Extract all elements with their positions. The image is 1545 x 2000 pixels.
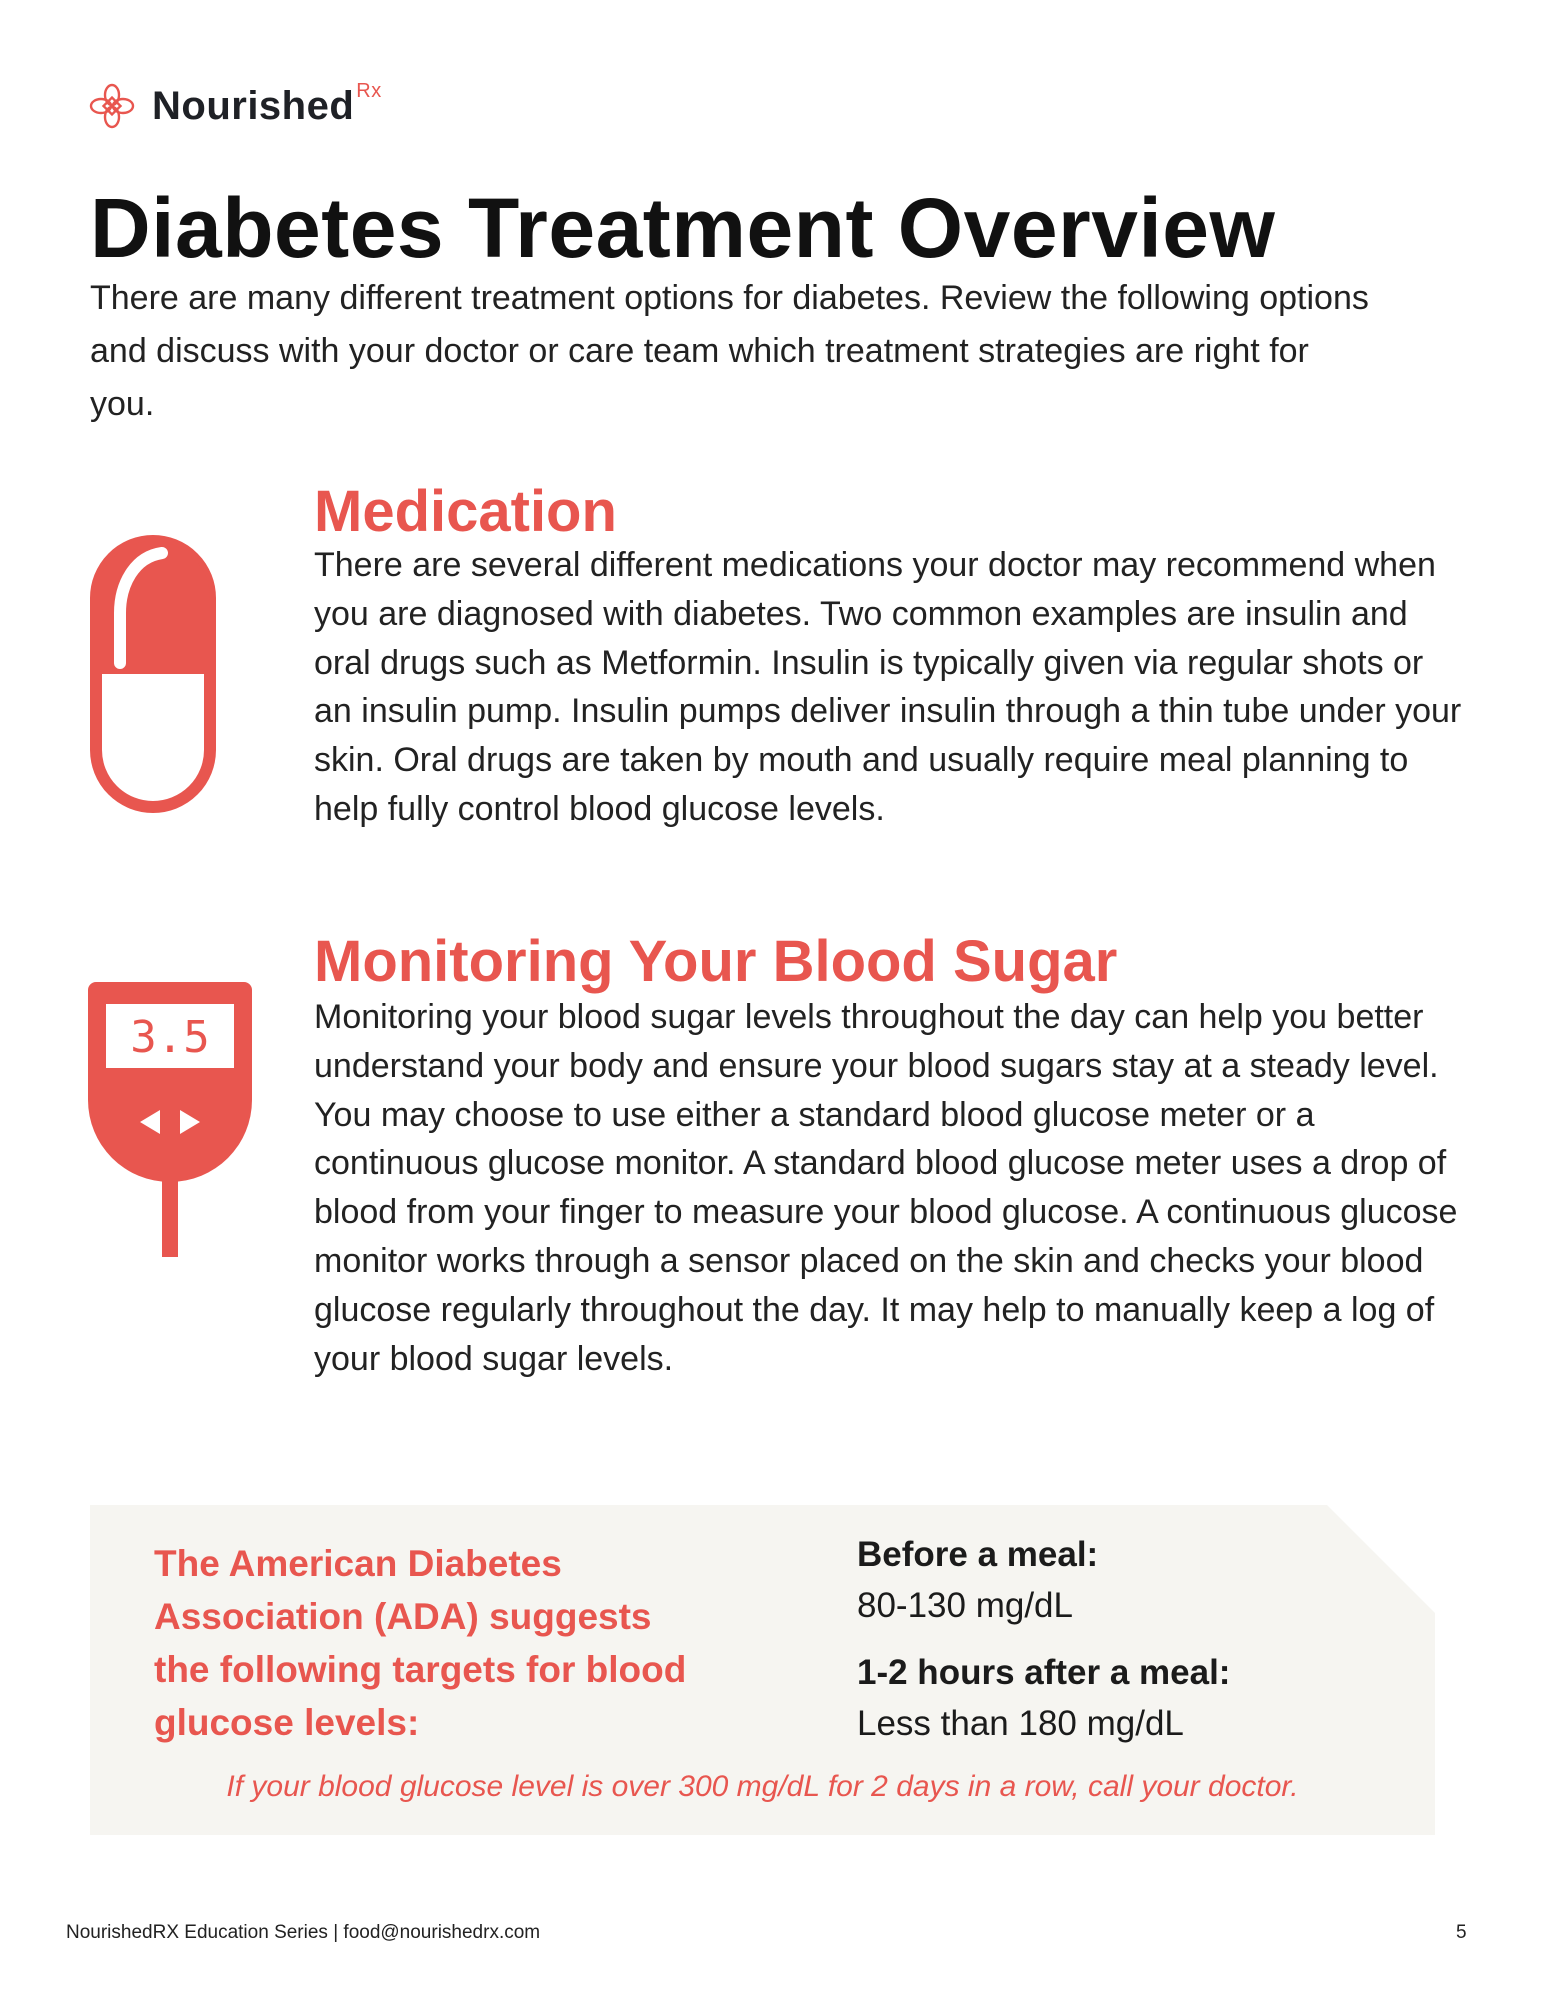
footer-text: NourishedRX Education Series | food@nourishedrx.com — [66, 1922, 541, 1943]
medication-body: There are several different medications your doctor may recommend when you are diagnosed with diabetes. Two common examples are insulin and oral drugs such as Metformin. Insulin is typically given via regular shots or an insulin pump. Insulin pumps deliver insulin through a thin tube under your skin. Oral drugs are taken by mouth and usually require meal planning to help fully control blood glucose levels. — [314, 546, 1462, 828]
glucose-meter-icon — [88, 982, 258, 1257]
brand-name-text: Nourished — [152, 83, 355, 128]
intro-paragraph: There are many different treatment options for diabetes. Review the following options and discuss with your doctor or care team which treatment strategies are right for you. — [90, 279, 1369, 423]
pill-capsule-icon — [90, 535, 216, 813]
brand-suffix: Rx — [356, 79, 382, 102]
page-number: 5 — [1456, 1922, 1467, 1943]
brand-name — [152, 79, 382, 129]
ada-targets-callout — [90, 1505, 1435, 1835]
monitoring-heading: Monitoring Your Blood Sugar — [314, 929, 1118, 994]
flower-logo-icon — [86, 80, 138, 132]
target-label-before-meal: Before a meal: — [857, 1535, 1099, 1574]
medication-heading: Medication — [314, 479, 617, 544]
target-label-after-meal: 1-2 hours after a meal: — [857, 1653, 1231, 1692]
callout-note: If your blood glucose level is over 300 mg/dL for 2 days in a row, call your doctor. — [226, 1770, 1299, 1803]
callout-heading: The American Diabetes Association (ADA) suggests the following targets for blood glucose levels: — [154, 1543, 687, 1743]
monitoring-body: Monitoring your blood sugar levels throughout the day can help you better understand your body and ensure your blood sugars stay at a steady level. You may choose to use either a standard blood glucose meter or a continuous glucose monitor. A standard blood glucose meter uses a drop of blood from your finger to measure your blood glucose. A continuous glucose monitor works through a sensor placed on the skin and checks your blood glucose regularly throughout the day. It may help to manually keep a log of your blood sugar levels. — [314, 998, 1458, 1378]
target-value-before-meal: 80-130 mg/dL — [857, 1586, 1073, 1625]
brand-logo — [86, 80, 382, 132]
page-title: Diabetes Treatment Overview — [90, 181, 1276, 275]
target-value-after-meal: Less than 180 mg/dL — [857, 1704, 1184, 1743]
meter-reading: 3.5 — [130, 1012, 210, 1063]
